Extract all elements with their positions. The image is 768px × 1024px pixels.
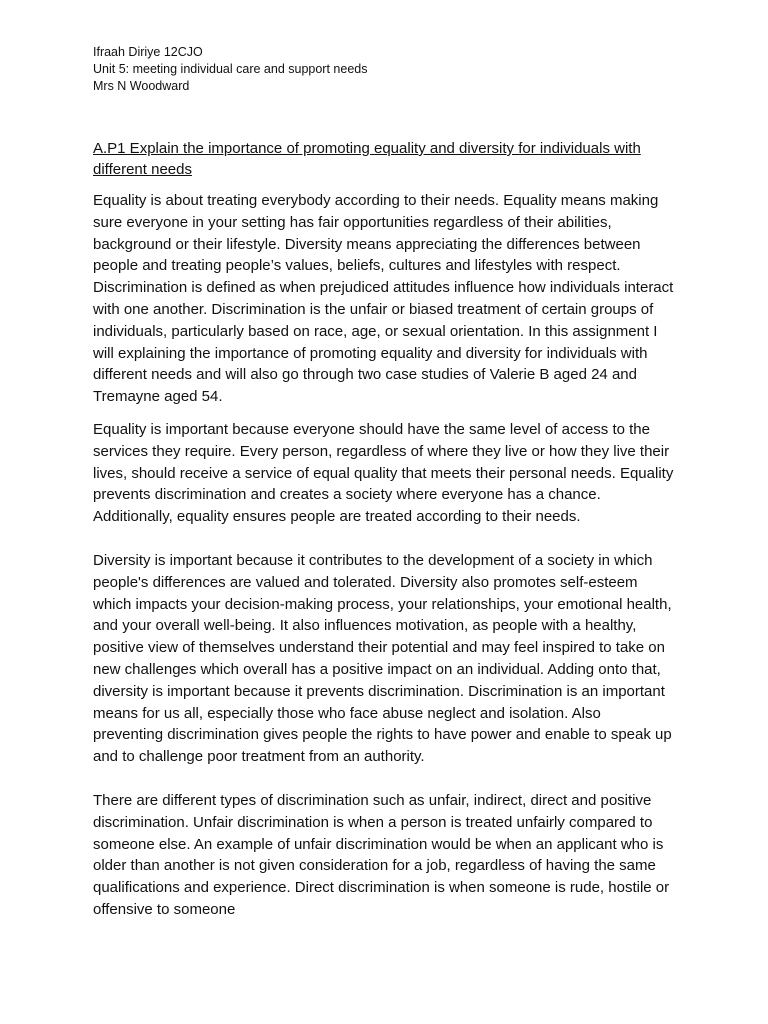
document-header [93,44,693,95]
paragraph-introduction: Equality is about treating everybody according to their needs. Equality means making sure everyone in your setting has fair opportunities regardless of their abilities, background or their lifestyle. Diversity means appreciating the differences between people and treating people’s values, beliefs, cultures and lifestyles with respect. Discrimination is defined as when prejudiced attitudes influence how individuals interact with one another. Discrimination is the unfair or biased treatment of certain groups of individuals, particularly based on race, age, or sexual orientation. In this assignment I will explaining the importance of promoting equality and diversity for individuals with different needs and will also go through two case studies of Valerie B aged 24 and Tremayne aged 54. [93,192,674,406]
paragraph-equality: Equality is important because everyone should have the same level of access to the services they require. Every person, regardless of where they live or how they live their lives, should receive a service of equal quality that meets their personal needs. Equality prevents discrimination and creates a society where everyone has a chance. Additionally, equality ensures people are treated according to their needs. [93,420,674,526]
document-body [93,190,675,932]
teacher-name: Mrs N Woodward [93,79,190,93]
paragraph-diversity: Diversity is important because it contributes to the development of a society in which people's differences are valued and tolerated. Diversity also promotes self-esteem which impacts your decision-making process, your relationships, your emotional health, and your overall well-being. It also influences motivation, as people with a healthy, positive view of themselves understand their potential and may feel inspired to take on new challenges which overall has a positive impact on an individual. Adding onto that, diversity is important because it prevents discrimination. Discrimination is an important means for us all, especially those who face abuse neglect and isolation. Also preventing discrimination gives people the rights to have power and enable to speak up and to challenge poor treatment from an authority. [93,551,672,766]
section-heading: A.P1 Explain the importance of promoting equality and diversity for individuals with different needs [93,140,641,178]
student-name: Ifraah Diriye 12CJO [93,45,203,59]
paragraph-discrimination-types: There are different types of discrimination such as unfair, indirect, direct and positive discrimination. Unfair discrimination is when a person is treated unfairly compared to someone else. An example of unfair discrimination would be when an applicant who is older than another is not given consideration for a job, regardless of having the same qualifications and experience. Direct discrimination is when someone is rude, hostile or offensive to someone [93,791,670,918]
unit-title: Unit 5: meeting individual care and support needs [93,62,368,76]
